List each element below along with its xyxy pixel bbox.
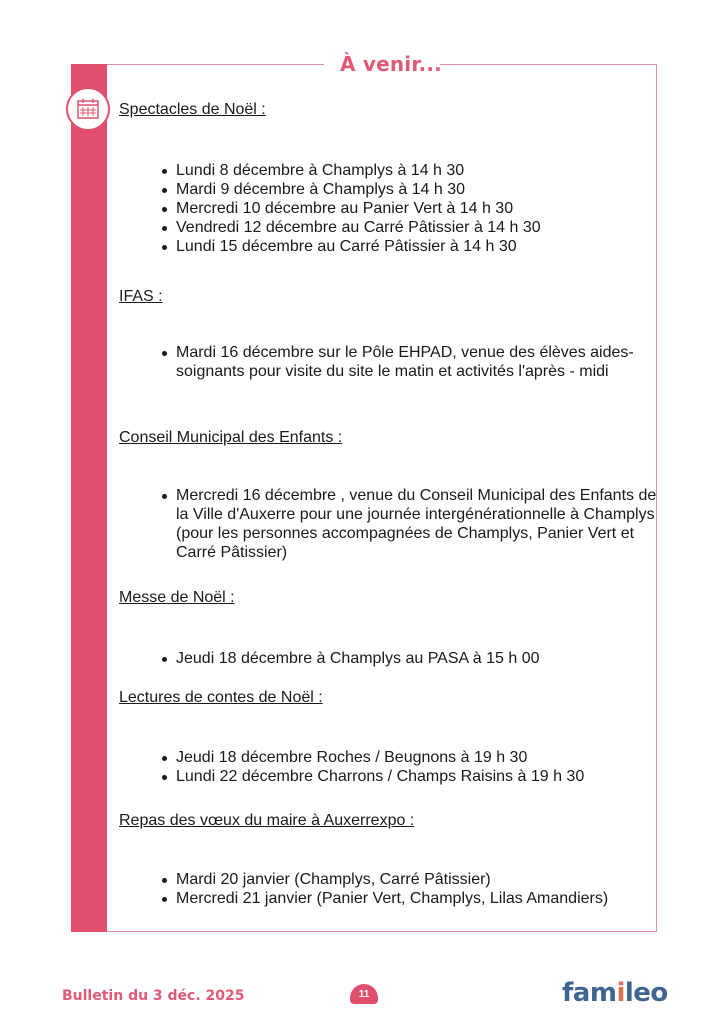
section-heading-lectures: Lectures de contes de Noël :	[119, 689, 323, 706]
list-conseil	[159, 486, 666, 562]
list-item: Jeudi 18 décembre Roches / Beugnons à 19 h 30	[176, 748, 666, 767]
section-heading-spectacles: Spectacles de Noël :	[119, 101, 266, 118]
page-number-badge: 11	[350, 984, 378, 1004]
list-ifas	[159, 343, 666, 381]
list-item: Mercredi 10 décembre au Panier Vert à 14 h 30	[176, 199, 666, 218]
list-item: Mardi 16 décembre sur le Pôle EHPAD, venue des élèves aides-soignants pour visite du site le matin et activités l'après - midi	[176, 343, 666, 381]
accent-bar	[71, 64, 107, 932]
list-repas	[159, 870, 666, 908]
section-title: À venir...	[340, 52, 442, 76]
famileo-logo	[562, 978, 668, 1008]
list-lectures	[159, 748, 666, 786]
logo-text-end: leo	[624, 978, 668, 1008]
list-item: Mercredi 16 décembre , venue du Conseil Municipal des Enfants de la Ville d'Auxerre pour une journée intergénérationnelle à Champlys (pour les personnes accompagnées de Champlys, Panier Vert et Carré Pâtissier)	[176, 486, 666, 562]
list-item: Lundi 15 décembre au Carré Pâtissier à 14 h 30	[176, 237, 666, 256]
list-item: Jeudi 18 décembre à Champlys au PASA à 15 h 00	[176, 649, 666, 668]
logo-text-i: i	[616, 978, 625, 1008]
list-item: Vendredi 12 décembre au Carré Pâtissier à 14 h 30	[176, 218, 666, 237]
list-item: Mardi 9 décembre à Champlys à 14 h 30	[176, 180, 666, 199]
bulletin-date: Bulletin du 3 déc. 2025	[62, 988, 245, 1004]
list-item: Mercredi 21 janvier (Panier Vert, Champlys, Lilas Amandiers)	[176, 889, 666, 908]
section-heading-repas: Repas des vœux du maire à Auxerrexpo :	[119, 812, 415, 829]
list-spectacles	[159, 161, 666, 256]
list-item: Lundi 22 décembre Charrons / Champs Raisins à 19 h 30	[176, 767, 666, 786]
section-heading-conseil: Conseil Municipal des Enfants :	[119, 429, 343, 446]
logo-text-start: fam	[562, 978, 617, 1008]
list-messe	[159, 649, 666, 668]
section-heading-messe: Messe de Noël :	[119, 589, 235, 606]
section-heading-ifas: IFAS :	[119, 288, 163, 305]
list-item: Lundi 8 décembre à Champlys à 14 h 30	[176, 161, 666, 180]
calendar-icon	[66, 87, 110, 131]
list-item: Mardi 20 janvier (Champlys, Carré Pâtissier)	[176, 870, 666, 889]
